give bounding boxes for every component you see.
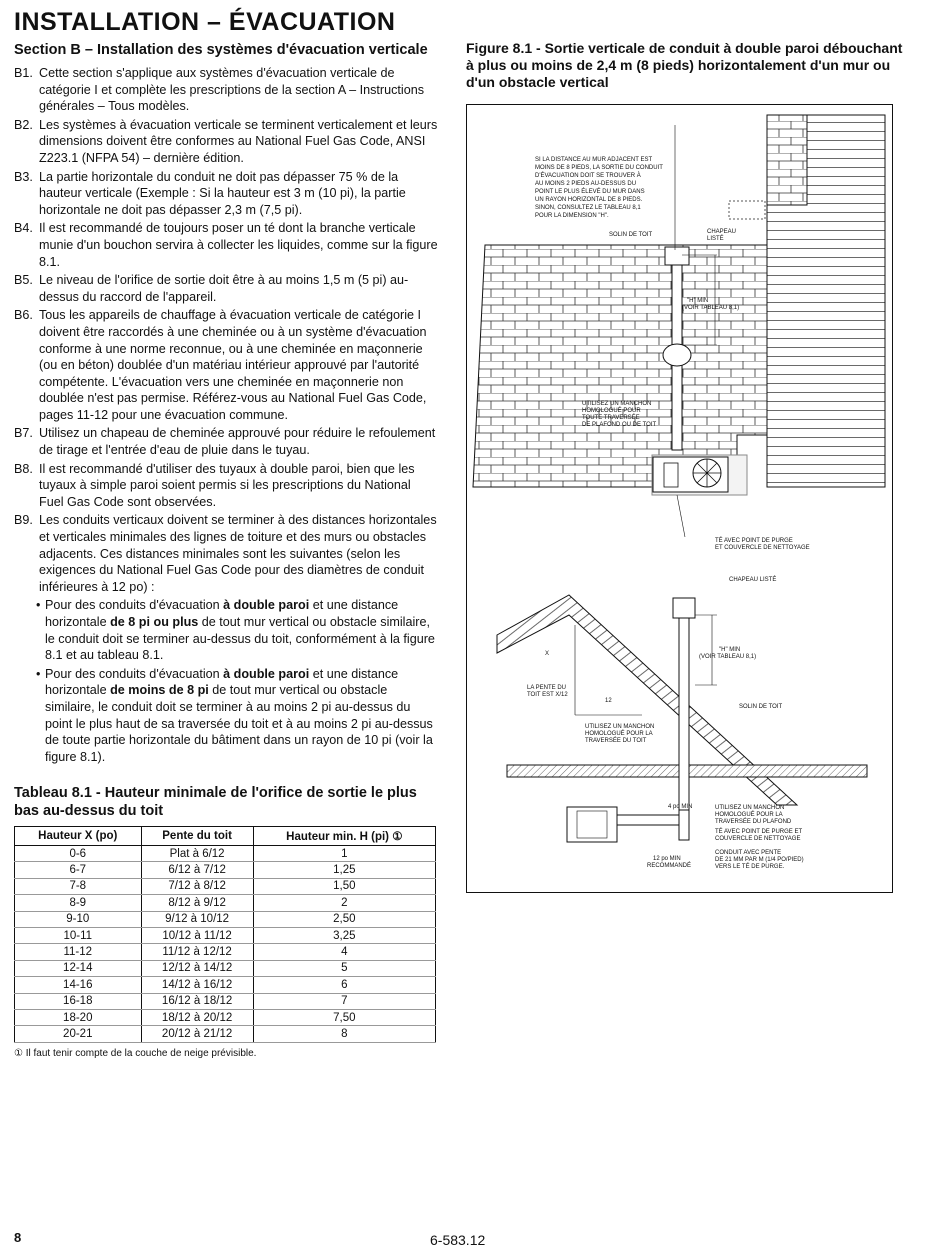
list-item — [14, 307, 438, 423]
bullet-item: • Pour des conduits d'évacuation à double paroi et une distance horizontale de 8 pi ou plus de tout mur vertical ou obstacle similaire, le conduit doit se terminer au-dessus du toit, conformément à la figure 8.1 et au tableau 8.1. — [36, 598, 435, 663]
table-cell: 1,50 — [253, 878, 435, 894]
table-cell: 2,50 — [253, 911, 435, 927]
item-number: B5. — [14, 273, 33, 288]
table-row — [15, 977, 436, 993]
bottom-tee-label: TÉ AVEC POINT DE PURGE ET COUVERCLE DE NETTOYAGE — [715, 829, 803, 842]
table-header-row — [15, 827, 436, 846]
table-cell: 7-8 — [15, 878, 142, 894]
table-cell: 1,25 — [253, 862, 435, 878]
table-cell: 10/12 à 11/12 — [141, 927, 253, 943]
table-row — [15, 1009, 436, 1025]
list-item — [14, 169, 438, 219]
table-cell: 12-14 — [15, 960, 142, 976]
list-item — [14, 272, 438, 305]
table-cell: 16/12 à 18/12 — [141, 993, 253, 1009]
item-text: Il est recommandé de toujours poser un té dont la branche verticale munie d'un bouchon servira à collecter les liquides, comme sur la figure 8.1. — [39, 221, 438, 269]
item-text: La partie horizontale du conduit ne doit pas dépasser 75 % de la hauteur verticale (Exemple : Si la hauteur est 3 m (10 pi), la partie horizontale ne doit pas dépasser 2,3 m (7,5 pi). — [39, 169, 406, 217]
table-cell: 20/12 à 21/12 — [141, 1026, 253, 1042]
item-text: Les systèmes à évacuation verticale se terminent verticalement et leurs dimensions doivent être conformes au National Fuel Gas Code, ANSI Z223.1 (NFPA 54) – dernière édition. — [39, 117, 438, 165]
item-number: B3. — [14, 169, 33, 184]
figure-8-1 — [466, 104, 893, 893]
item-number: B2. — [14, 117, 33, 132]
item-text: Il est recommandé d'utiliser des tuyaux à double paroi, bien que les tuyaux à simple paroi soient permis si les prescriptions du National Fuel Gas Code sont observées. — [39, 461, 415, 509]
item-text: Les conduits verticaux doivent se terminer à des distances horizontales et verticales minimales des lignes de toiture et des murs ou obstacles adjacents. Ces distances minimales sont les suivantes (selon les exigences du National Fuel Gas Code pour des diamètres de conduit inférieures à 12 po) : — [39, 513, 437, 594]
slope-label: CONDUIT AVEC PENTE DE 21 MM PAR M (1/4 PO/PIED) VERS LE TÉ DE PURGE. — [715, 850, 804, 870]
table-cell: 16-18 — [15, 993, 142, 1009]
table-cell: 6-7 — [15, 862, 142, 878]
table-cell: 4 — [253, 944, 435, 960]
four-inch-label: 4 po MIN — [668, 804, 693, 810]
table-cell: 8 — [253, 1026, 435, 1042]
table-row — [15, 944, 436, 960]
recommended-label: 12 po MIN RECOMMANDÉ — [647, 856, 692, 869]
table-cell: 8/12 à 9/12 — [141, 895, 253, 911]
roof-pitch-label: LA PENTE DU TOIT EST X/12 — [527, 685, 568, 698]
h-min-label: "H" MIN (VOIR TABLEAU 8,1) — [682, 298, 740, 311]
list-item — [14, 65, 438, 115]
top-note: SI LA DISTANCE AU MUR ADJACENT EST MOINS DE 8 PIEDS, LA SORTIE DU CONDUIT D'ÉVACUATION DOIT SE TROUVER À AU MOINS 2 PIEDS AU-DESSUS DU POINT LE PLUS ÉLEVÉ DU MUR DANS UN RAYON HORIZONTAL DE 8 PIEDS. SINON, CONSULTEZ LE TABLEAU 8,1 POUR LA DIMENSION "H". — [535, 157, 663, 219]
table-row — [15, 895, 436, 911]
item-number: B7. — [14, 426, 33, 441]
table-cell: Plat à 6/12 — [141, 846, 253, 862]
table-cell: 20-21 — [15, 1026, 142, 1042]
table-cell: 14-16 — [15, 977, 142, 993]
ceiling-sleeve-label: UTILISEZ UN MANCHON HOMOLOGUÉ POUR TOUTE TRAVERSÉE DE PLAFOND OU DE TOIT — [582, 401, 657, 428]
bullet-item: • Pour des conduits d'évacuation à double paroi et une distance horizontale de moins de 8 pi de tout mur vertical ou obstacle similaire, le conduit doit se terminer à au moins 2 pi au-dessus du point le plus haut de sa traversée du toit et à au moins 2 pi au-dessus de toute partie horizontale du bâtiment dans un rayon de 10 pi (voir la figure 8.1). — [36, 666, 433, 764]
table-cell: 11/12 à 12/12 — [141, 944, 253, 960]
list-item — [14, 117, 438, 167]
table-footnote: ① Il faut tenir compte de la couche de neige prévisible. — [14, 1048, 257, 1059]
item-number: B9. — [14, 513, 33, 528]
x-dimension-label: X — [545, 651, 550, 657]
section-title: Section B – Installation des systèmes d'évacuation verticale — [14, 42, 428, 58]
roof-flashing-label: SOLIN DE TOIT — [609, 232, 653, 238]
vent-cap-top — [665, 247, 689, 265]
vent-pipe-bottom — [679, 615, 689, 823]
vent-cap-bottom — [673, 598, 695, 618]
twelve-label: 12 — [605, 698, 612, 704]
height-table — [14, 826, 436, 1043]
page-title: INSTALLATION – ÉVACUATION — [14, 8, 396, 36]
masonry-wall — [473, 245, 767, 487]
table-cell: 6 — [253, 977, 435, 993]
item-number: B8. — [14, 461, 33, 476]
item-number: B6. — [14, 308, 33, 323]
table-row — [15, 846, 436, 862]
roof-sleeve-label: UTILISEZ UN MANCHON HOMOLOGUÉ POUR LA TRAVERSÉE DU TOIT — [585, 724, 655, 744]
list-item — [14, 512, 438, 595]
table-cell: 2 — [253, 895, 435, 911]
list-item — [14, 425, 438, 458]
table-row — [15, 1026, 436, 1042]
table-cell: 7/12 à 8/12 — [141, 878, 253, 894]
table-cell: 5 — [253, 960, 435, 976]
bottom-h-min-label: "H" MIN (VOIR TABLEAU 8,1) — [699, 647, 757, 660]
instruction-list — [14, 65, 438, 767]
column-header: Hauteur X (po) — [15, 827, 142, 846]
column-header: Pente du toit — [141, 827, 253, 846]
vent-cap-label: CHAPEAU LISTÉ — [707, 229, 737, 242]
column-header: Hauteur min. H (pi) ① — [253, 827, 435, 846]
table-row — [15, 878, 436, 894]
table-cell: 9/12 à 10/12 — [141, 911, 253, 927]
list-item — [14, 220, 438, 270]
table-cell: 1 — [253, 846, 435, 862]
drain-tee-label: TÉ AVEC POINT DE PURGE ET COUVERCLE DE NETTOYAGE — [715, 538, 810, 551]
table-row — [15, 911, 436, 927]
top-scene — [473, 115, 885, 551]
table-row — [15, 993, 436, 1009]
table-cell: 7,50 — [253, 1009, 435, 1025]
chimney-stack — [767, 115, 807, 205]
list-item — [14, 461, 438, 511]
item-text: Cette section s'applique aux systèmes d'évacuation verticale de catégorie I et complète les prescriptions de la section A – Instructions générales – Tous modèles. — [39, 66, 425, 114]
table-cell: 3,25 — [253, 927, 435, 943]
table-cell: 0-6 — [15, 846, 142, 862]
table-title: Tableau 8.1 - Hauteur minimale de l'orifice de sortie le plus bas au-dessus du toit — [14, 785, 417, 819]
page-number: 8 — [14, 1230, 22, 1245]
table-row — [15, 862, 436, 878]
table-cell: 10-11 — [15, 927, 142, 943]
document-number: 6-583.12 — [430, 1232, 486, 1248]
item-text: Utilisez un chapeau de cheminée approuvé pour réduire le refoulement de tirage et l'entrée d'eau de pluie dans le tuyau. — [39, 426, 436, 458]
table-cell: 11-12 — [15, 944, 142, 960]
table-cell: 18-20 — [15, 1009, 142, 1025]
table-cell: 12/12 à 14/12 — [141, 960, 253, 976]
item-text: Tous les appareils de chauffage à évacuation verticale de catégorie I doivent être raccordés à une cheminée ou à un système d'évacuation conforme à une norme reconnue, ou à une cheminée en maçonnerie (ou en béton) doublée d'un matériau intérieur approuvé par l'autorité compétente. L'évacuation vers une cheminée en maçonnerie non doublée n'est pas permise. Référez-vous au National Fuel Gas Code, pages 11-12 pour une évacuation commune. — [39, 308, 427, 422]
table-row — [15, 960, 436, 976]
table-cell: 8-9 — [15, 895, 142, 911]
figure-title: Figure 8.1 - Sortie verticale de conduit à double paroi débouchant à plus ou moins de 2,4 m (8 pieds) horizontalement d'un mur ou d'un obstacle vertical — [466, 40, 903, 90]
table-cell: 14/12 à 16/12 — [141, 977, 253, 993]
table-row — [15, 927, 436, 943]
table-cell: 6/12 à 7/12 — [141, 862, 253, 878]
bottom-cap-label: CHAPEAU LISTÉ — [729, 577, 777, 583]
table-cell: 7 — [253, 993, 435, 1009]
bottom-scene — [497, 576, 867, 870]
vent-connector — [617, 815, 679, 825]
table-cell: 9-10 — [15, 911, 142, 927]
bottom-flashing-label: SOLIN DE TOIT — [739, 704, 783, 710]
drain-tee — [679, 810, 689, 840]
ceiling-sleeve-bottom-label: UTILISEZ UN MANCHON HOMOLOGUÉ POUR LA TRAVERSÉE DU PLAFOND — [715, 805, 792, 825]
vent-diagram — [467, 105, 892, 892]
item-number: B4. — [14, 221, 33, 236]
item-text: Le niveau de l'orifice de sortie doit être à au moins 1,5 m (5 pi) au-dessus du raccord de l'appareil. — [39, 273, 409, 304]
table-cell: 18/12 à 20/12 — [141, 1009, 253, 1025]
item-number: B1. — [14, 66, 33, 80]
roof-flashing-top — [663, 344, 691, 366]
